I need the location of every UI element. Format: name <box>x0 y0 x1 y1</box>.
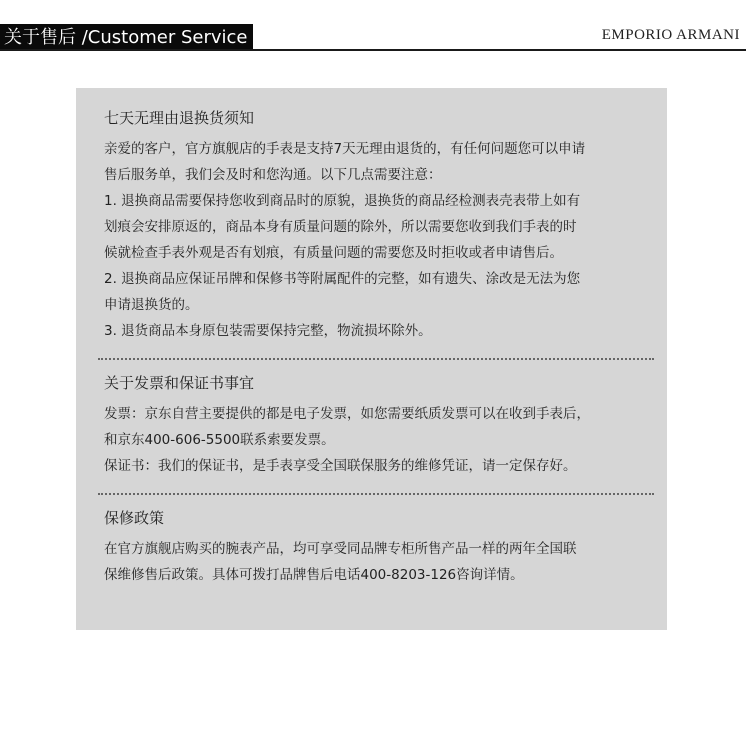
dotted-divider <box>98 358 654 360</box>
text-line: 3. 退货商品本身原包装需要保持完整，物流损坏除外。 <box>104 323 432 339</box>
service-info-panel <box>76 88 667 630</box>
section-title: 保修政策 <box>104 509 165 527</box>
section-invoice-warranty <box>104 373 649 479</box>
page-header-title: 关于售后 /Customer Service <box>0 24 253 51</box>
text-line: 发票：京东自营主要提供的都是电子发票，如您需要纸质发票可以在收到手表后， <box>104 406 590 422</box>
panel-content <box>104 108 649 588</box>
text-line: 1. 退换商品需要保持您收到商品时的原貌，退换货的商品经检测表壳表带上如有 <box>104 193 581 209</box>
section-title: 七天无理由退换货须知 <box>104 109 255 127</box>
text-line: 保维修售后政策。具体可拨打品牌售后电话400-8203-126咨询详情。 <box>104 567 524 583</box>
text-line: 划痕会安排原返的，商品本身有质量问题的除外，所以需要您收到我们手表的时 <box>104 219 577 235</box>
text-line: 申请退换货的。 <box>104 297 199 313</box>
text-line: 保证书：我们的保证书，是手表享受全国联保服务的维修凭证，请一定保存好。 <box>104 458 577 474</box>
section-return-policy <box>104 108 649 344</box>
header-divider <box>0 49 746 51</box>
text-line: 在官方旗舰店购买的腕表产品，均可享受同品牌专柜所售产品一样的两年全国联 <box>104 541 577 557</box>
text-line: 和京东400-606-5500联系索要发票。 <box>104 432 335 448</box>
section-warranty-policy <box>104 508 649 588</box>
brand-logo: EMPORIO ARMANI <box>601 27 740 43</box>
text-line: 亲爱的客户，官方旗舰店的手表是支持7天无理由退货的，有任何问题您可以申请 <box>104 141 586 157</box>
dotted-divider <box>98 493 654 495</box>
text-line: 售后服务单，我们会及时和您沟通。以下几点需要注意： <box>104 167 442 183</box>
text-line: 2. 退换商品应保证吊牌和保修书等附属配件的完整，如有遗失、涂改是无法为您 <box>104 271 581 287</box>
text-line: 候就检查手表外观是否有划痕，有质量问题的需要您及时拒收或者申请售后。 <box>104 245 563 261</box>
section-title: 关于发票和保证书事宜 <box>104 374 255 392</box>
